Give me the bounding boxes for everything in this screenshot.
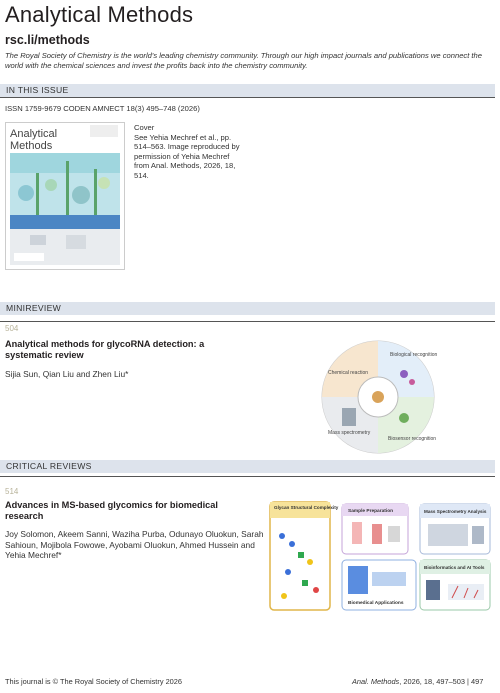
footer-journal: Anal. Methods: [352, 677, 400, 686]
fig-label-biosensor: Biosensor recognition: [388, 436, 437, 442]
critical-reviews-heading: CRITICAL REVIEWS: [6, 461, 92, 471]
issn-line: ISSN 1759-9679 CODEN AMNECT 18(3) 495–748 (2026): [5, 104, 200, 113]
divider: [0, 476, 495, 477]
minireview-authors: Sijia Sun, Qian Liu and Zhen Liu*: [5, 369, 129, 379]
critical-review-authors: Joy Solomon, Akeem Sanni, Waziha Purba, Odunayo Oluokun, Sarah Sahioun, Mojibola Fowowe, Ayobami Oluokun, Ahmed Hussein and Yehia Mechref*: [5, 529, 264, 560]
footer-citation: [352, 677, 483, 686]
critical-review-title[interactable]: Advances in MS-based glycomics for biomedical research: [5, 500, 218, 521]
cover-caption: [134, 123, 244, 180]
in-this-issue-bar: [0, 84, 495, 97]
fig-label-mass: Mass spectrometry: [328, 430, 371, 436]
critical-review-page: 514: [5, 487, 19, 496]
critical-reviews-bar: [0, 460, 495, 473]
journal-title: Analytical Methods: [5, 2, 194, 27]
minireview-graphical-abstract[interactable]: [318, 338, 438, 456]
cover-description: See Yehia Mechref et al., pp. 514–563. Image reproduced by permission of Yehia Mechref from Anal. Methods, 2026, 18, 514.: [134, 132, 240, 180]
minireview-title[interactable]: Analytical methods for glycoRNA detection: a systematic review: [5, 339, 205, 360]
fig-label-chemical: Chemical reaction: [328, 370, 369, 376]
journal-url[interactable]: rsc.li/methods: [5, 33, 90, 47]
fig-label-biomedical: Biomedical Applications: [348, 601, 404, 606]
minireview-heading: MINIREVIEW: [6, 303, 62, 313]
minireview-bar: [0, 302, 495, 315]
fig-label-mass-spec: Mass Spectrometry Analysis: [424, 509, 487, 514]
critical-review-graphical-abstract[interactable]: [268, 500, 492, 614]
in-this-issue-heading: IN THIS ISSUE: [6, 85, 69, 95]
divider: [0, 321, 495, 322]
footer-pages: , 2026, 18, 497–503 | 497: [399, 677, 484, 686]
fig-label-biological: Biological recognition: [390, 352, 438, 358]
minireview-page: 504: [5, 324, 19, 333]
divider: [0, 97, 495, 98]
fig-label-bioinformatics: Bioinformatics and AI Tools: [424, 565, 485, 570]
cover-title-line2: Methods: [10, 140, 53, 152]
cover-label: Cover: [134, 123, 155, 132]
fig-label-sample: Sample Preparation: [348, 509, 394, 514]
footer-copyright: This journal is © The Royal Society of Chemistry 2026: [5, 677, 183, 686]
fig-label-glycan: Glycan Structural Complexity: [274, 505, 339, 510]
cover-title-line1: Analytical: [10, 128, 58, 140]
rsc-blurb: The Royal Society of Chemistry is the world's leading chemistry community. Through our high impact journals and publications we connect the world with the chemical sciences and invest the profits back into the chemistry community.: [5, 51, 482, 70]
cover-image[interactable]: [5, 122, 125, 270]
